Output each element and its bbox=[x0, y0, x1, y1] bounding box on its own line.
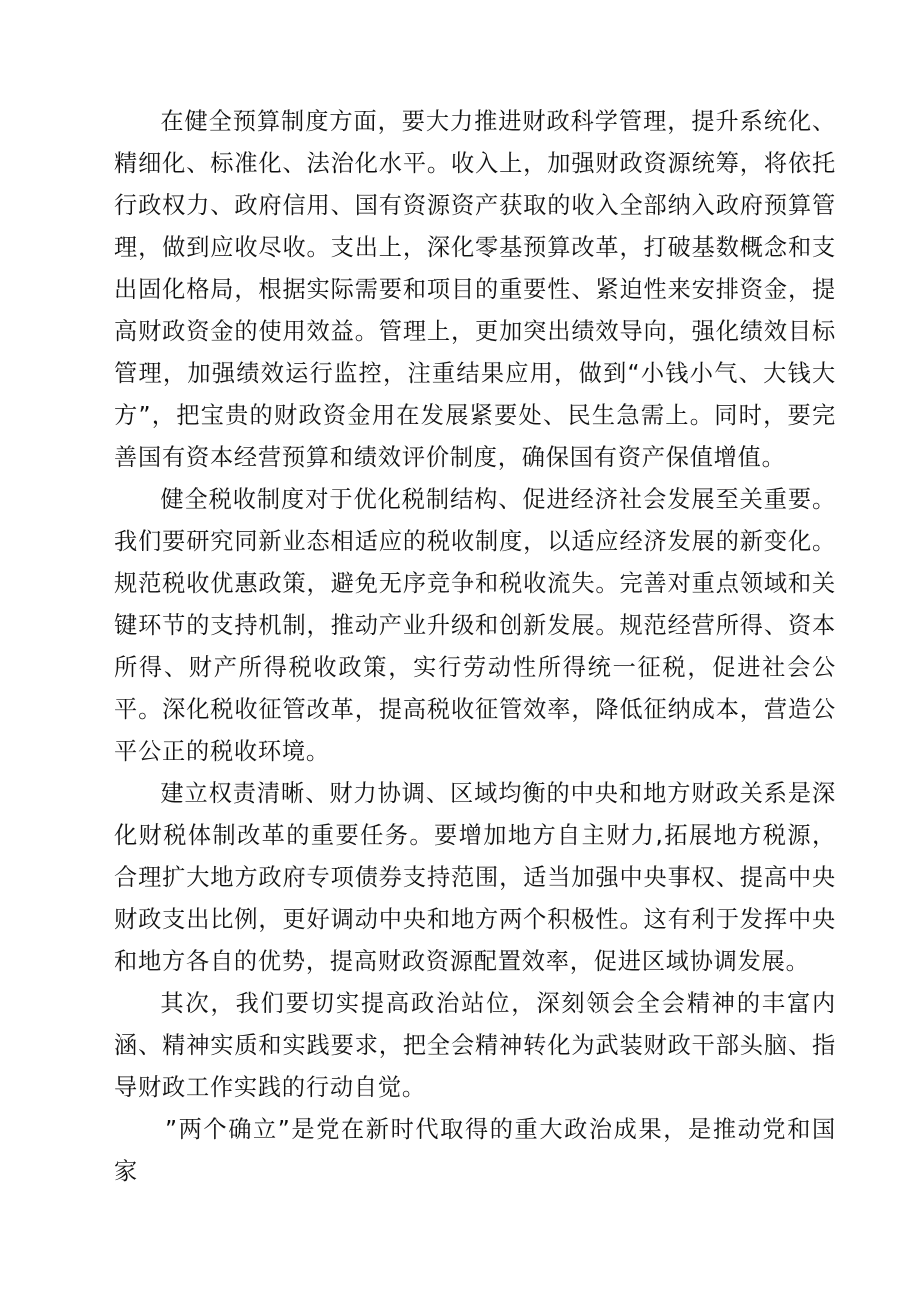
paragraph-budget-system: 在健全预算制度方面，要大力推进财政科学管理，提升系统化、精细化、标准化、法治化水平。收入上，加强财政资源统筹，将依托行政权力、政府信用、国有资源资产获取的收入全部纳入政府预算管理，做到应收尽收。支出上，深化零基预算改革，打破基数概念和支出固化格局，根据实际需要和项目的重要性、紧迫性来安排资金，提高财政资金的使用效益。管理上，更加突出绩效导向，强化绩效目标管理，加强绩效运行监控，注重结果应用，做到“小钱小气、大钱大方”，把宝贵的财政资金用在发展紧要处、民生急需上。同时，要完善国有资本经营预算和绩效评价制度，确保国有资产保值增值。 bbox=[114, 108, 836, 471]
paragraph-political-stance: 其次，我们要切实提高政治站位，深刻领会全会精神的丰富内涵、精神实质和实践要求，把全会精神转化为武装财政干部头脑、指导财政工作实践的行动自觉。 bbox=[114, 990, 836, 1101]
paragraph-fiscal-relations: 建立权责清晰、财力协调、区域均衡的中央和地方财政关系是深化财税体制改革的重要任务。要增加地方自主财力,拓展地方税源，合理扩大地方政府专项债券支持范围，适当加强中央事权、提高中央财政支出比例，更好调动中央和地方两个积极性。这有利于发挥中央和地方各自的优势，提高财政资源配置效率，促进区域协调发展。 bbox=[114, 780, 836, 975]
document-body bbox=[114, 101, 836, 1193]
paragraph-tax-system: 健全税收制度对于优化税制结构、促进经济社会发展至关重要。我们要研究同新业态相适应的税收制度，以适应经济发展的新变化。规范税收优惠政策，避免无序竞争和税收流失。完善对重点领域和关键环节的支持机制，推动产业升级和创新发展。规范经营所得、资本所得、财产所得税收政策，实行劳动性所得统一征税，促进社会公平。深化税收征管改革，提高税收征管效率，降低征纳成本，营造公平公正的税收环境。 bbox=[114, 486, 836, 765]
paragraph-two-establishments: ”两个确立”是党在新时代取得的重大政治成果，是推动党和国家 bbox=[114, 1116, 836, 1185]
